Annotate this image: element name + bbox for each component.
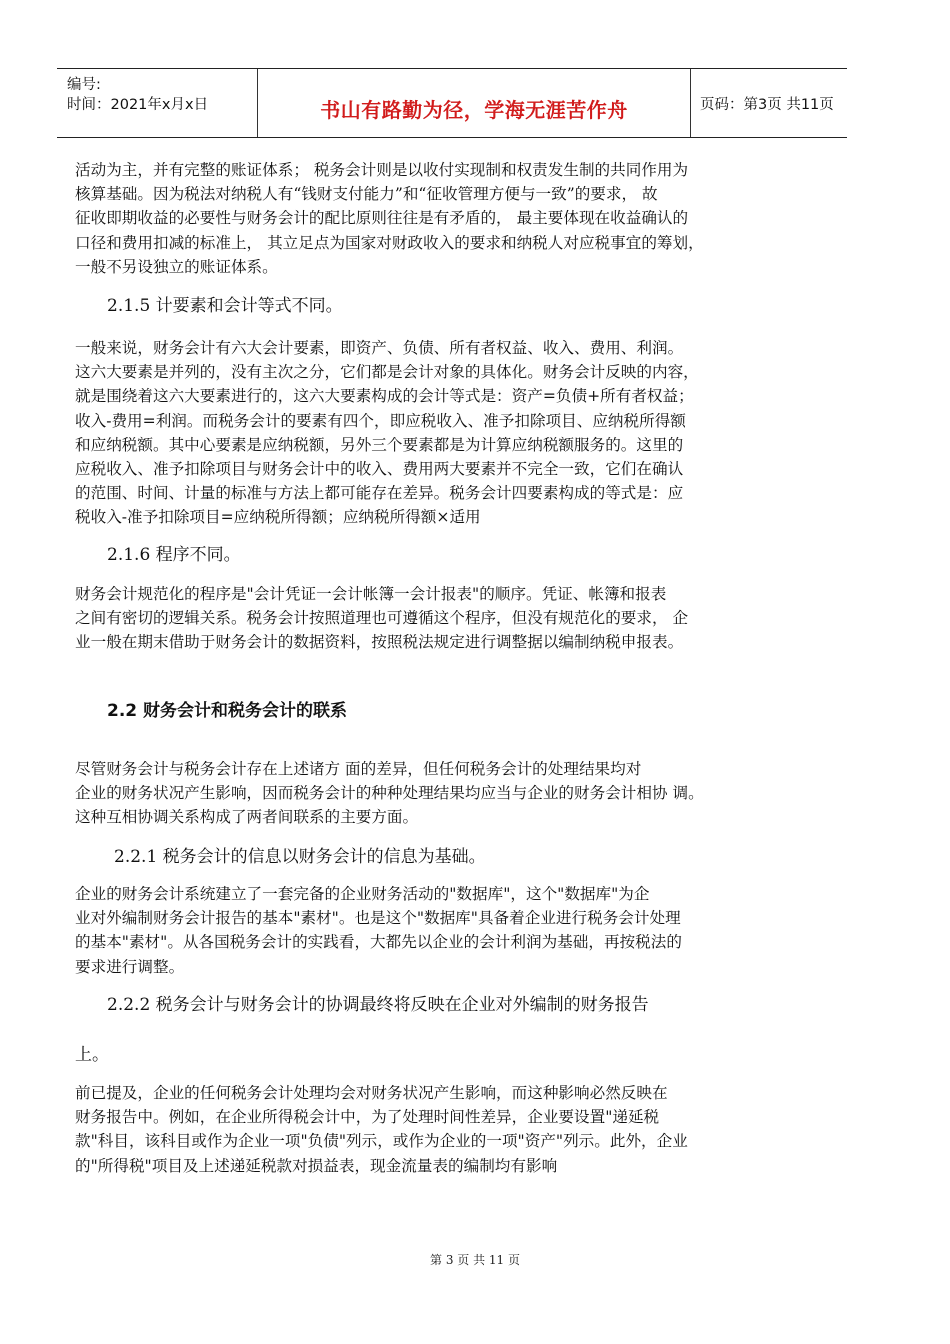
- text-line: 企业的财务状况产生影响，因而税务会计的种种处理结果均应当与企业的财务会计相协 调。: [75, 784, 704, 803]
- text-line: 这六大要素是并列的，没有主次之分，它们都是会计对象的具体化。财务会计反映的内容，: [75, 363, 699, 382]
- time-label: 时间：2021年x月x日: [67, 97, 209, 113]
- page-label: 页码：第3页 共11页: [700, 97, 834, 113]
- header-meta-cell: [57, 69, 257, 137]
- paragraph-database: [75, 882, 835, 979]
- heading-2-1-6: 2.1.6 程序不同。: [107, 545, 241, 565]
- text-line: 之间有密切的逻辑关系。税务会计按照道理也可遵循这个程序，但没有规范化的要求， 企: [75, 609, 689, 628]
- paragraph-report: [75, 1081, 835, 1178]
- section-heading-2-2: 2.2 财务会计和税务会计的联系: [107, 701, 348, 721]
- text-line: 企业的财务会计系统建立了一套完备的企业财务活动的"数据库"，这个"数据库"为企: [75, 885, 650, 903]
- text-line: 的基本"素材"。从各国税务会计的实践看，大都先以企业的会计利润为基础，再按税法的: [75, 933, 682, 952]
- heading-2-1-5: 2.1.5 计要素和会计等式不同。: [107, 296, 343, 316]
- text-line: 的"所得税"项目及上述递延税款对损益表，现金流量表的编制均有影响: [75, 1156, 558, 1175]
- text-line: 尽管财务会计与税务会计存在上述诸方 面的差异，但任何税务会计的处理结果均对: [75, 760, 642, 778]
- text-line: 应税收入、准予扣除项目与财务会计中的收入、费用两大要素并不完全一致，它们在确认: [75, 460, 684, 479]
- text-line: 财务报告中。例如，在企业所得税会计中，为了处理时间性差异，企业要设置"递延税: [75, 1108, 660, 1127]
- paragraph-intro: [75, 158, 835, 279]
- text-line: 业一般在期末借助于财务会计的数据资料，按照税法规定进行调整据以编制纳税申报表。: [75, 633, 684, 652]
- text-line: 和应纳税额。其中心要素是应纳税额，另外三个要素都是为计算应纳税额服务的。这里的: [75, 435, 684, 454]
- number-label: 编号:: [67, 77, 101, 93]
- heading-2-2-2: 2.2.2 税务会计与财务会计的协调最终将反映在企业对外编制的财务报告: [107, 995, 649, 1015]
- text-line: 的范围、时间、计量的标准与方法上都可能存在差异。税务会计四要素构成的等式是：应: [75, 484, 684, 503]
- text-line: 口径和费用扣减的标准上， 其立足点为国家对财政收入的要求和纳税人对应税事宜的筹划，: [75, 233, 704, 252]
- text-line: 税收入-准予扣除项目=应纳税所得额；应纳税所得额×适用: [75, 508, 481, 527]
- header-motto-cell: [257, 69, 691, 137]
- text-line: 财务会计规范化的程序是"会计凭证一会计帐簿一会计报表"的顺序。凭证、帐簿和报表: [75, 585, 667, 603]
- paragraph-relation: [75, 757, 835, 830]
- text-line: 一般不另设独立的账证体系。: [75, 257, 278, 276]
- paragraph-elements: [75, 336, 835, 530]
- text-line: 就是围绕着这六大要素进行的，这六大要素构成的会计等式是：资产=负债+所有者权益；: [75, 387, 694, 406]
- heading-2-2-1: 2.2.1 税务会计的信息以财务会计的信息为基础。: [114, 847, 486, 867]
- text-line: 活动为主，并有完整的账证体系； 税务会计则是以收付实现制和权责发生制的共同作用为: [75, 161, 689, 179]
- text-line: 核算基础。因为税法对纳税人有“钱财支付能力”和“征收管理方便与一致”的要求， 故: [75, 185, 658, 204]
- text-line: 一般来说，财务会计有六大会计要素，即资产、负债、所有者权益、收入、费用、利润。: [75, 339, 684, 357]
- text-line: 收入-费用=利润。而税务会计的要素有四个，即应税收入、准予扣除项目、应纳税所得额: [75, 411, 686, 430]
- text-line: 这种互相协调关系构成了两者间联系的主要方面。: [75, 808, 419, 827]
- text-line: 要求进行调整。: [75, 957, 185, 976]
- document-header: [57, 68, 847, 138]
- text-line: 前已提及，企业的任何税务会计处理均会对财务状况产生影响，而这种影响必然反映在: [75, 1084, 668, 1102]
- text-line: 款"科目，该科目或作为企业一项"负债"列示，或作为企业的一项"资产"列示。此外，企业: [75, 1132, 688, 1151]
- page-footer: 第 3 页 共 11 页: [430, 1253, 520, 1267]
- header-page-cell: [690, 69, 847, 137]
- text-line: 业对外编制财务会计报告的基本"素材"。也是这个"数据库"具备着企业进行税务会计处理: [75, 909, 681, 928]
- text-line: 征收即期收益的必要性与财务会计的配比原则往往是有矛盾的， 最主要体现在收益确认的: [75, 209, 689, 228]
- paragraph-procedure: [75, 582, 835, 655]
- motto: 书山有路勤为径，学海无涯苦作舟: [320, 98, 628, 122]
- heading-2-2-2-continued: 上。: [75, 1045, 109, 1065]
